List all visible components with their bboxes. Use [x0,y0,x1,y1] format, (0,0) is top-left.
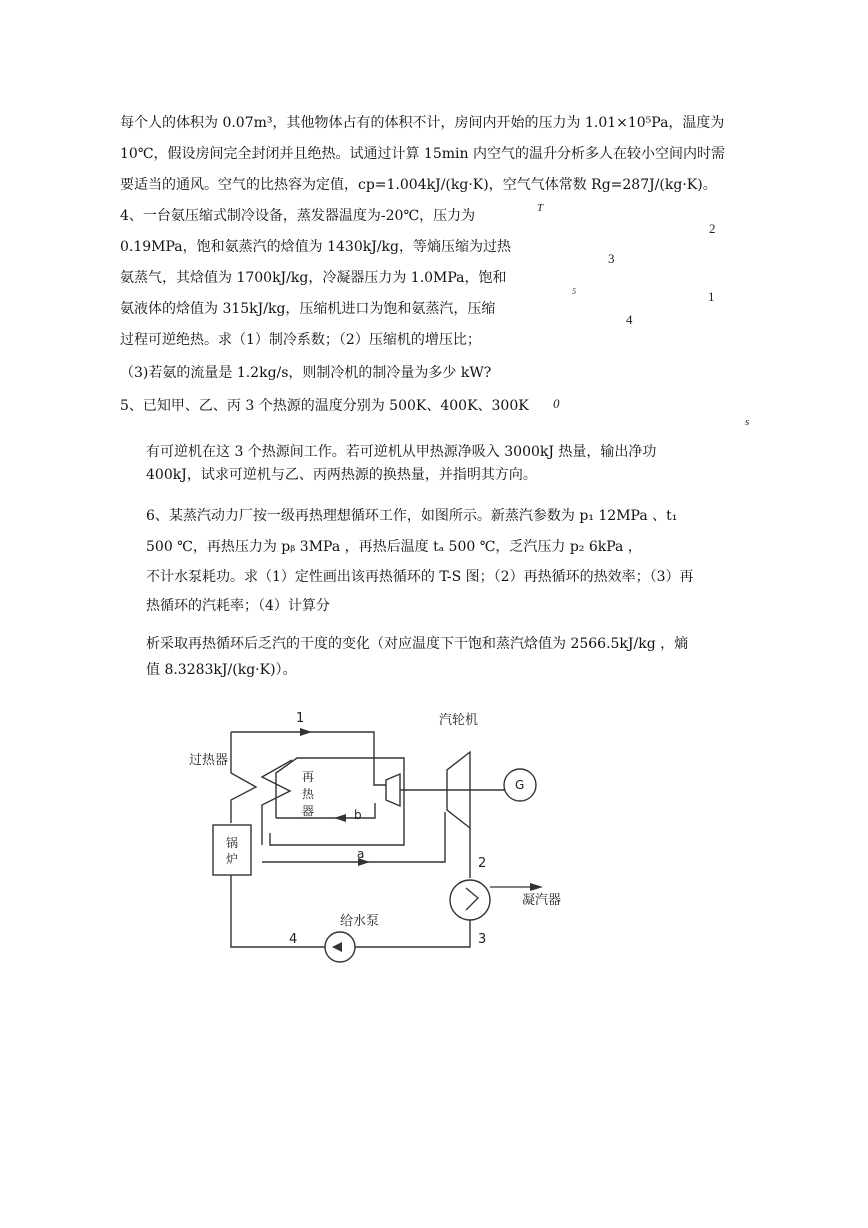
q5-line3: 400kJ，试求可逆机与乙、丙两热源的换热量，并指明其方向。 [146,467,537,483]
boiler-box [213,825,251,875]
q6-line3: 不计水泵耗功。求（1）定性画出该再热循环的 T-S 图；（2）再热循环的热效率；（3）再 [146,569,694,585]
ts-label-3: 3 [608,251,615,266]
q6-line5: 析采取再热循环后乏汽的干度的变化（对应温度下干饱和蒸汽焓值为 2566.5kJ/kg ，熵 [146,636,689,652]
ts-label-4: 4 [626,312,633,327]
ts-label-origin: 0 [553,396,560,411]
ts-label-2: 2 [709,221,716,236]
reheat-upper-line [270,758,404,845]
superheater-label: 过热器 [189,753,229,768]
node-b: b [354,808,362,822]
reheater-label-3: 器 [302,804,315,818]
reheater-label-1: 再 [302,770,315,784]
q4-line1: 4、一台氨压缩式制冷设备，蒸发器温度为-20℃，压力为 [120,208,476,224]
q4-line4: 氨液体的焓值为 315kJ/kg，压缩机进口为饱和氨蒸汽，压缩 [120,301,496,317]
q4-line6: （3)若氨的流量是 1.2kg/s，则制冷机的制冷量为多少 kW? [120,365,492,381]
node-2: 2 [478,856,487,871]
ts-label-s: s [745,416,750,428]
paragraph1-line3: 要适当的通风。空气的比热容为定值，cp=1.004kJ/(kg·K)，空气气体常数 Rg=287J/(kg·K)。 [120,177,717,193]
q6-line6: 值 8.3283kJ/(kg·K)）。 [146,662,297,678]
ts-label-T: T [537,202,544,214]
hp-turbine [386,774,400,806]
superheater-coil [231,732,256,823]
q4-line3: 氨蒸气，其焓值为 1700kJ/kg，冷凝器压力为 1.0MPa，饱和 [120,270,507,286]
q5-line2: 有可逆机在这 3 个热源间工作。若可逆机从甲热源净吸入 3000kJ 热量，输出净功 [146,444,657,460]
arrow-1 [300,728,312,736]
q6-line4: 热循环的汽耗率；（4）计算分 [146,598,330,614]
node-4: 4 [289,932,298,947]
pump-label: 给水泵 [340,914,380,929]
condenser-coil [466,888,478,910]
paragraph1-line2: 10℃，假设房间完全封闭并且绝热。试通过计算 15min 内空气的温升分析多人在较小空间内时需 [120,146,725,162]
condenser-circle [450,880,490,920]
reheater-label-2: 热 [302,787,315,801]
paragraph1-line1: 每个人的体积为 0.07m³，其他物体占有的体积不计，房间内开始的压力为 1.01×10⁵Pa，温度为 [120,115,725,131]
q4-line5: 过程可逆绝热。求（1）制冷系数；（2）压缩机的增压比； [120,332,481,348]
feed-line-4 [231,875,325,947]
q6-line2: 500 ℃，再热压力为 pᵦ 3MPa ，再热后温度 tₐ 500 ℃，乏汽压力 p₂ 6kPa ， [146,539,642,555]
q6-line1: 6、某蒸汽动力厂按一级再热理想循环工作，如图所示。新蒸汽参数为 p₁ 12MPa 、t₁ [146,508,678,524]
arrow-pump [332,942,342,952]
arrow-b [334,814,346,822]
boiler-label-1: 锅 [226,836,239,850]
ts-label-5: 5 [572,287,576,296]
node-1: 1 [296,711,305,726]
q4-line2: 0.19MPa，饱和氨蒸汽的焓值为 1430kJ/kg，等熵压缩为过热 [120,239,511,255]
condenser-label: 凝汽器 [522,893,562,908]
node-3: 3 [478,932,487,947]
boiler-label-2: 炉 [226,852,239,866]
node-a: a [357,847,365,861]
ts-label-1: 1 [708,289,715,304]
turbine-label: 汽轮机 [439,713,479,728]
generator-label: G [515,778,525,792]
q5-line1: 5、已知甲、乙、丙 3 个热源的温度分别为 500K、400K、300K [120,398,529,414]
